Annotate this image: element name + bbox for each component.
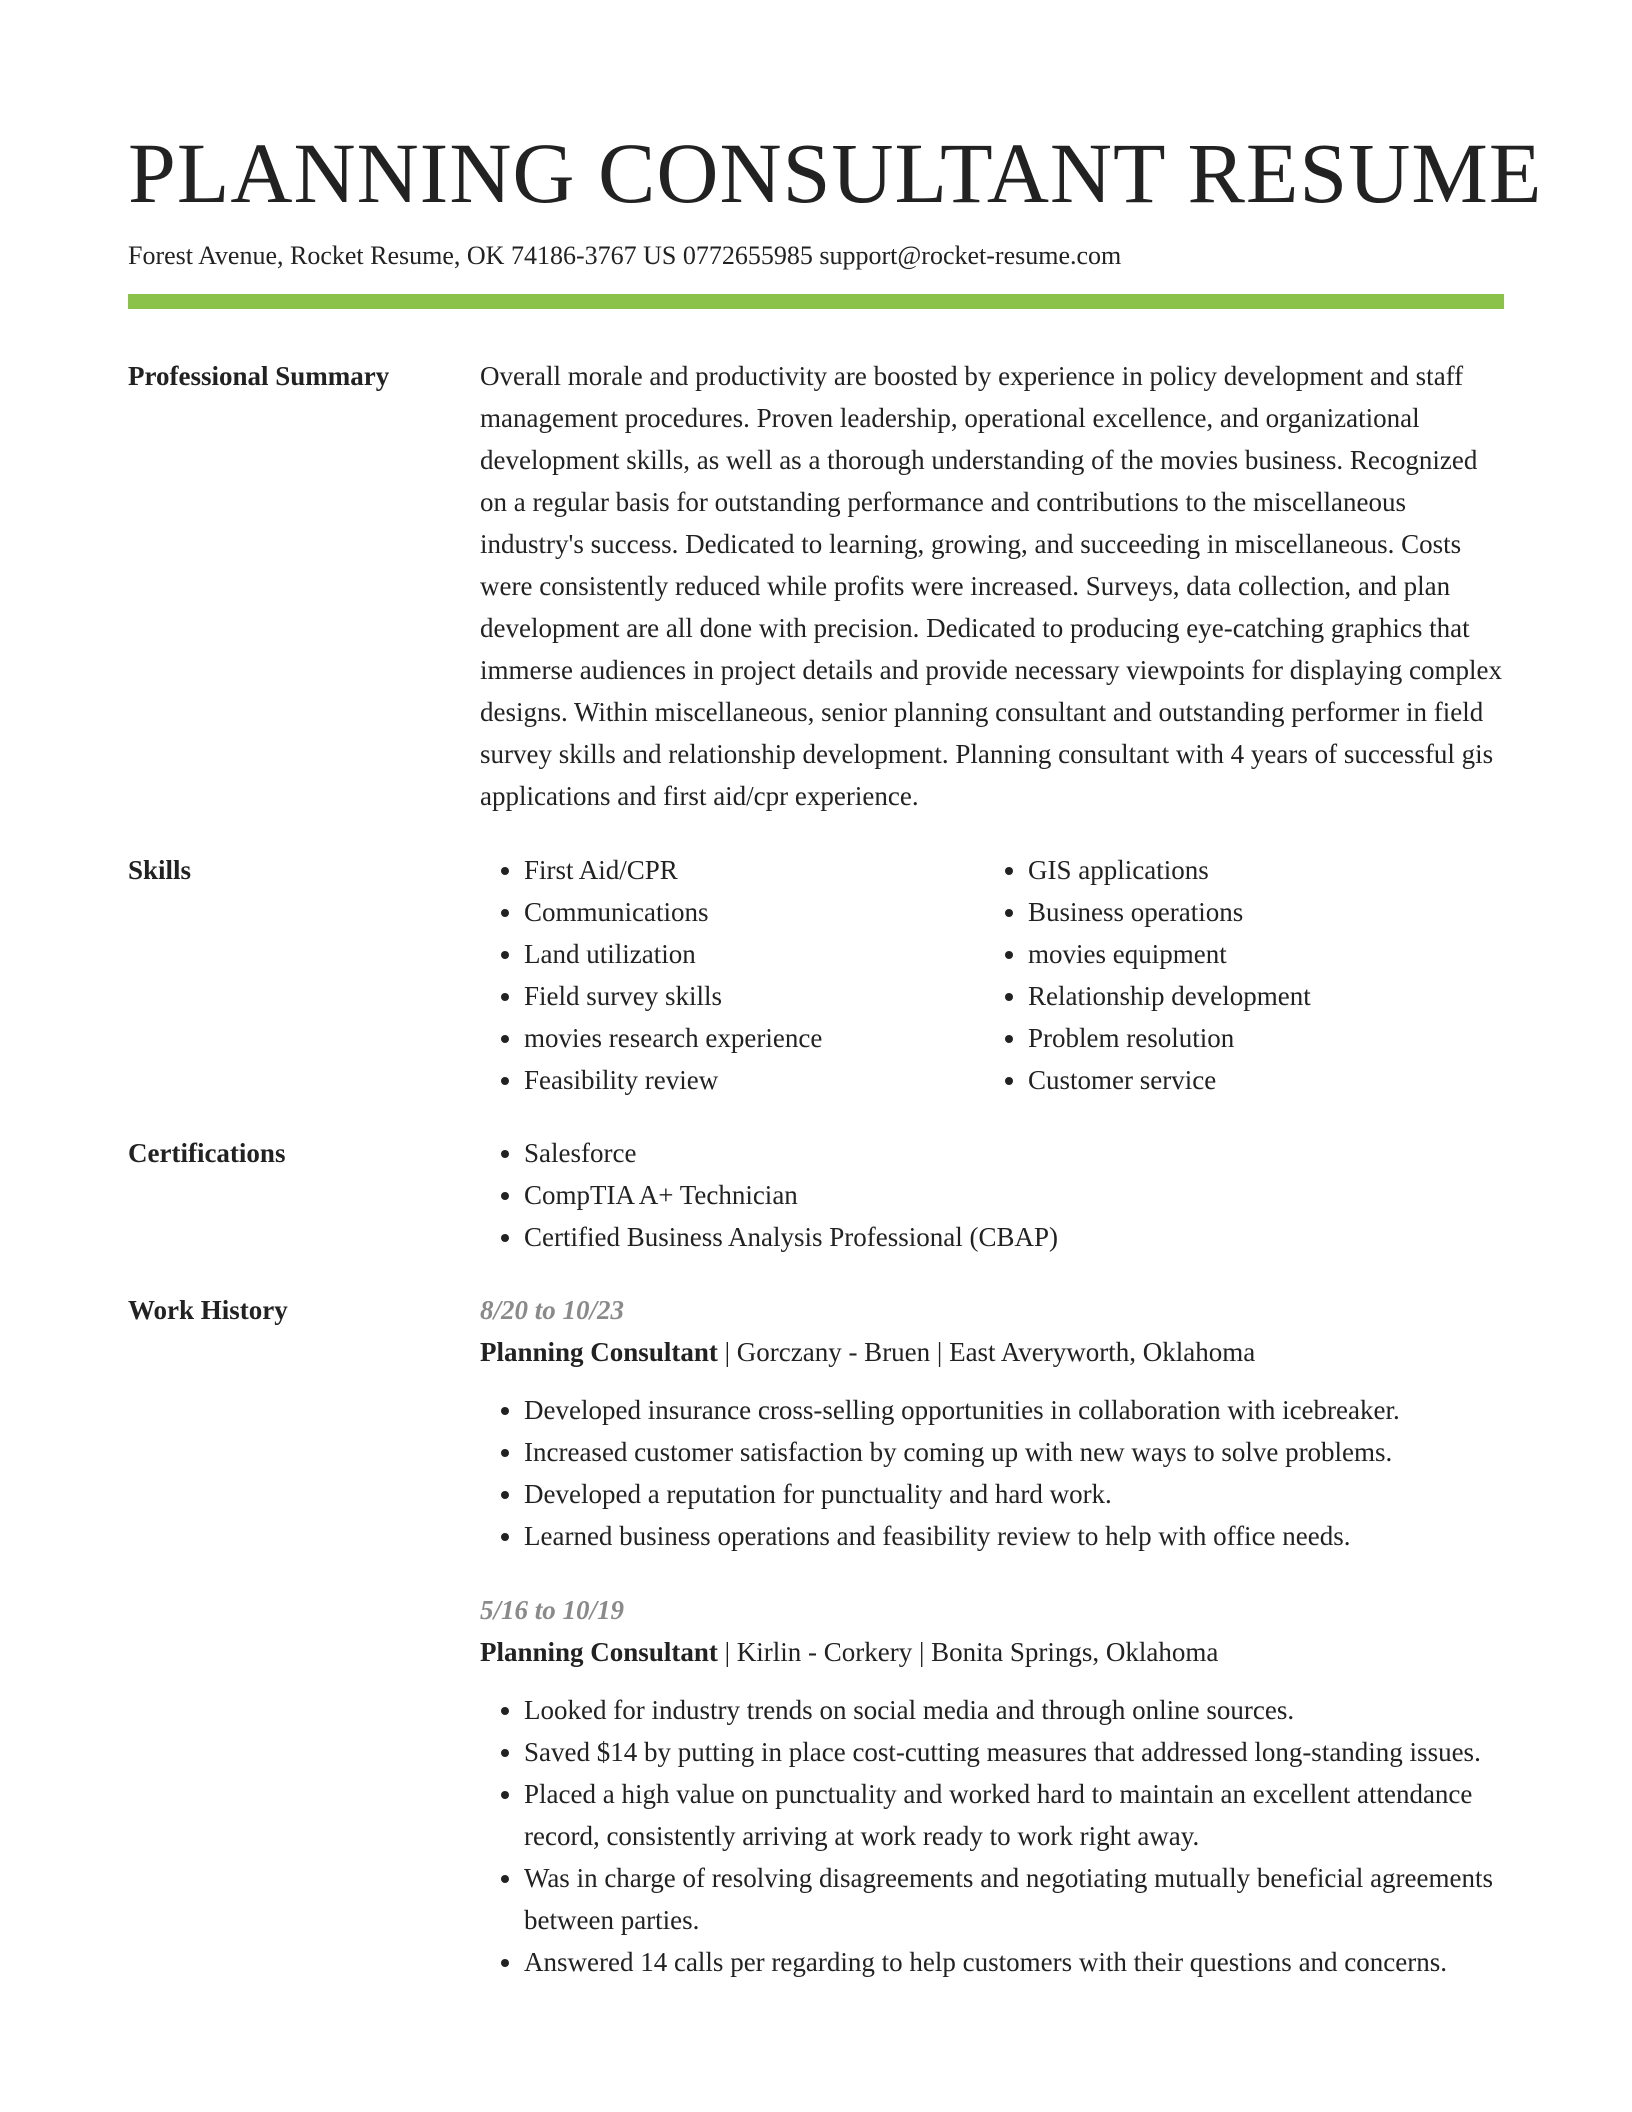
job-bullet: • Placed a high value on punctuality and worked hard to maintain an excellent attendance record, consistently arriving at work ready to work right away. [524, 1773, 1504, 1857]
contact-info: Forest Avenue, Rocket Resume, OK 74186-3767 US 0772655985 support@rocket-resume.com [128, 241, 1122, 270]
job-heading [480, 1331, 1504, 1373]
skill-item: • Problem resolution [1028, 1017, 1488, 1059]
certification-item: • Certified Business Analysis Professional (CBAP) [524, 1216, 1504, 1258]
accent-divider [128, 294, 1504, 309]
job-entry [480, 1289, 1504, 1557]
skill-item: • movies research experience [524, 1017, 984, 1059]
job-bullet: • Was in charge of resolving disagreements and negotiating mutually beneficial agreements between parties. [524, 1857, 1504, 1941]
skills-label: Skills [128, 855, 192, 885]
skill-item: • Land utilization [524, 933, 984, 975]
job-bullet: • Learned business operations and feasibility review to help with office needs. [524, 1515, 1504, 1557]
job-bullets [480, 1389, 1504, 1557]
page-title: PLANNING CONSULTANT RESUME [128, 125, 1543, 221]
job-bullet: • Developed insurance cross-selling opportunities in collaboration with icebreaker. [524, 1389, 1504, 1431]
skill-item: • Relationship development [1028, 975, 1488, 1017]
skill-item: • First Aid/CPR [524, 849, 984, 891]
job-heading [480, 1631, 1504, 1673]
skill-item: • GIS applications [1028, 849, 1488, 891]
work-history-label: Work History [128, 1295, 288, 1325]
skill-item: • Communications [524, 891, 984, 933]
job-bullets [480, 1689, 1504, 1983]
skill-item: • Business operations [1028, 891, 1488, 933]
skill-item: • Feasibility review [524, 1059, 984, 1101]
job-bullet: • Saved $14 by putting in place cost-cutting measures that addressed long-standing issues. [524, 1731, 1504, 1773]
resume-page [128, 118, 1543, 2015]
job-details: | Gorczany - Bruen | East Averyworth, Oklahoma [717, 1337, 1256, 1367]
summary-section [128, 355, 1504, 817]
summary-text: Overall morale and productivity are boosted by experience in policy development and staff management procedures. Proven leadership, operational excellence, and organizational development skills, as well as a thorough understanding of the movies business. Recognized on a regular basis for outstanding performance and contributions to the miscellaneous industry's success. Dedicated to learning, growing, and succeeding in miscellaneous. Costs were consistently reduced while profits were increased. Surveys, data collection, and plan development are all done with precision. Dedicated to producing eye-catching graphics that immerse audiences in project details and provide necessary viewpoints for displaying complex designs. Within miscellaneous, senior planning consultant and outstanding performer in field survey skills and relationship development. Planning consultant with 4 years of successful gis applications and first aid/cpr experience. [480, 361, 1502, 811]
job-bullet: • Looked for industry trends on social media and through online sources. [524, 1689, 1504, 1731]
certifications-label: Certifications [128, 1138, 286, 1168]
skills-columns [480, 849, 1504, 1101]
work-history-section [128, 1289, 1504, 2015]
skills-section [128, 849, 1504, 1101]
certification-item: • Salesforce [524, 1132, 1504, 1174]
job-dates: 5/16 to 10/19 [480, 1595, 625, 1625]
certification-item: • CompTIA A+ Technician [524, 1174, 1504, 1216]
job-title: Planning Consultant [480, 1637, 718, 1667]
skills-list-right [984, 849, 1488, 1101]
job-bullet: • Answered 14 calls per regarding to help customers with their questions and concerns. [524, 1941, 1504, 1983]
job-details: | Kirlin - Corkery | Bonita Springs, Oklahoma [717, 1637, 1219, 1667]
job-dates: 8/20 to 10/23 [480, 1295, 625, 1325]
certifications-section [128, 1132, 1504, 1258]
summary-label: Professional Summary [128, 361, 390, 391]
job-entry [480, 1589, 1504, 1983]
job-bullet: • Developed a reputation for punctuality and hard work. [524, 1473, 1504, 1515]
skills-list-left [480, 849, 984, 1101]
job-title: Planning Consultant [480, 1337, 718, 1367]
job-bullet: • Increased customer satisfaction by coming up with new ways to solve problems. [524, 1431, 1504, 1473]
skill-item: • Customer service [1028, 1059, 1488, 1101]
skill-item: • movies equipment [1028, 933, 1488, 975]
skill-item: • Field survey skills [524, 975, 984, 1017]
certifications-list [480, 1132, 1504, 1258]
